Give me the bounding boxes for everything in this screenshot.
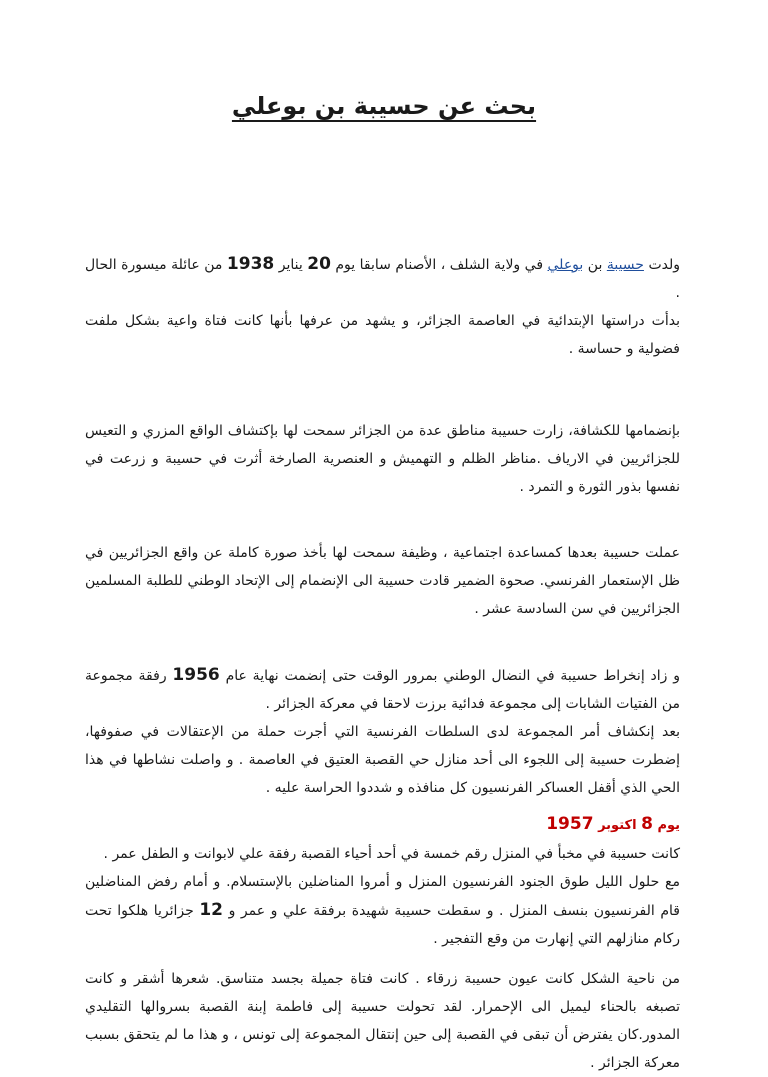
birth-text-b: من عائلة ميسورة الحال .: [85, 257, 680, 301]
struggle-text-b: رفقة مجموعة من الفتيات الشابات إلى مجموعة فدائية برزت لاحقا في معركة الجزائر .: [85, 668, 680, 712]
birth-prefix: ولدت: [648, 257, 680, 273]
date-year: 1957: [546, 814, 594, 834]
birth-day: 20: [307, 254, 331, 274]
martyrdom-text-a: مع حلول الليل طوق الجنود الفرنسيون المنزل و أمروا المناضلين بالإستسلام. و أمام رفض المناضلين قام الفرنسيون بنسف المنزل . و سقطت حسيبة شهيدة برفقة علي و عمر و: [85, 874, 680, 919]
paragraph-appearance: من ناحية الشكل كانت عيون حسيبة زرقاء . كانت فتاة جميلة بجسد متناسق. شعرها أشقر و كانت تصبغه بالحناء ليميل الى الإحمرار. لقد تحولت حسيبة إلى فاطمة إبنة القصبة بسروالها التقليدي المدور.كان يفترض أن تبقى في القصبة إلى حين إنتقال المجموعة إلى تونس ، و هذا ما لم يتحقق بسبب معركة الجزائر .: [85, 971, 680, 1071]
paragraph-social-work: عملت حسيبة بعدها كمساعدة اجتماعية ، وظيفة سمحت لها بأخذ صورة كاملة عن واقع الجزائريين في ظل الإستعمار الفرنسي. صحوة الضمير قادت حسيبة الى الإنضمام إلى الإتحاد الوطني للطلبة المسلمين الجزائريين في سن السادسة عشر .: [85, 545, 680, 617]
link-bouali[interactable]: بوعلي: [547, 257, 584, 273]
martyrdom-number: 12: [199, 900, 224, 920]
paragraph-education: بدأت دراستها الإبتدائية في العاصمة الجزائر، و يشهد من عرفها بأنها كانت فتاة واعية بشكل ملفت فضولية و حساسة .: [85, 313, 680, 357]
paragraph-casbah: بعد إنكشاف أمر المجموعة لدى السلطات الفرنسية التي أجرت حملة من الإعتقالات في صفوفها، إضطرت حسيبة إلى اللجوء الى أحد منازل حي القصبة العتيق في العاصمة . و واصلت نشاطها في هذا الحي الذي أقفل العساكر الفرنسيون كل منافذه و شددوا الحراسة عليه .: [85, 724, 680, 796]
martyrdom-text-b: جزائريا هلكوا تحت ركام منازلهم التي إنهارت من وقع التفجير .: [85, 903, 680, 947]
date-prefix: يوم: [657, 818, 680, 833]
document-title: بحث عن حسيبة بن بوعلي: [231, 92, 537, 120]
paragraph-struggle: [85, 661, 680, 718]
paragraph-scouts: بإنضمامها للكشافة، زارت حسيبة مناطق عدة من الجزائر سمحت لها بإكتشاف الواقع المزري و التعيس للجزائريين في الارياف .مناظر الظلم و التهميش و العنصرية الصارخة أثرت في حسيبة و زرعت في نفسها بذور الثورة و التمرد .: [85, 423, 680, 495]
name-mid: بن: [587, 257, 603, 273]
date-heading: [85, 810, 680, 840]
birth-text-a: في ولاية الشلف ، الأصنام سابقا يوم: [335, 257, 544, 273]
document-body: [85, 250, 680, 1077]
paragraph-martyrdom: [85, 868, 680, 953]
date-day: 8: [641, 814, 653, 834]
paragraph-hideout: كانت حسيبة في مخبأ في المنزل رقم خمسة في أحد أحياء القصبة رفقة علي لابوانت و الطفل عمر .: [103, 846, 680, 862]
paragraph-birth: [85, 250, 680, 307]
date-month: اكتوبر: [598, 818, 637, 833]
link-hassiba[interactable]: حسيبة: [606, 257, 644, 273]
birth-year: 1938: [226, 254, 275, 274]
struggle-year: 1956: [172, 665, 220, 685]
birth-month: يناير: [278, 257, 303, 273]
struggle-text-a: و زاد إنخراط حسيبة في النضال الوطني بمرور الوقت حتى إنضمت نهاية عام: [225, 668, 680, 684]
